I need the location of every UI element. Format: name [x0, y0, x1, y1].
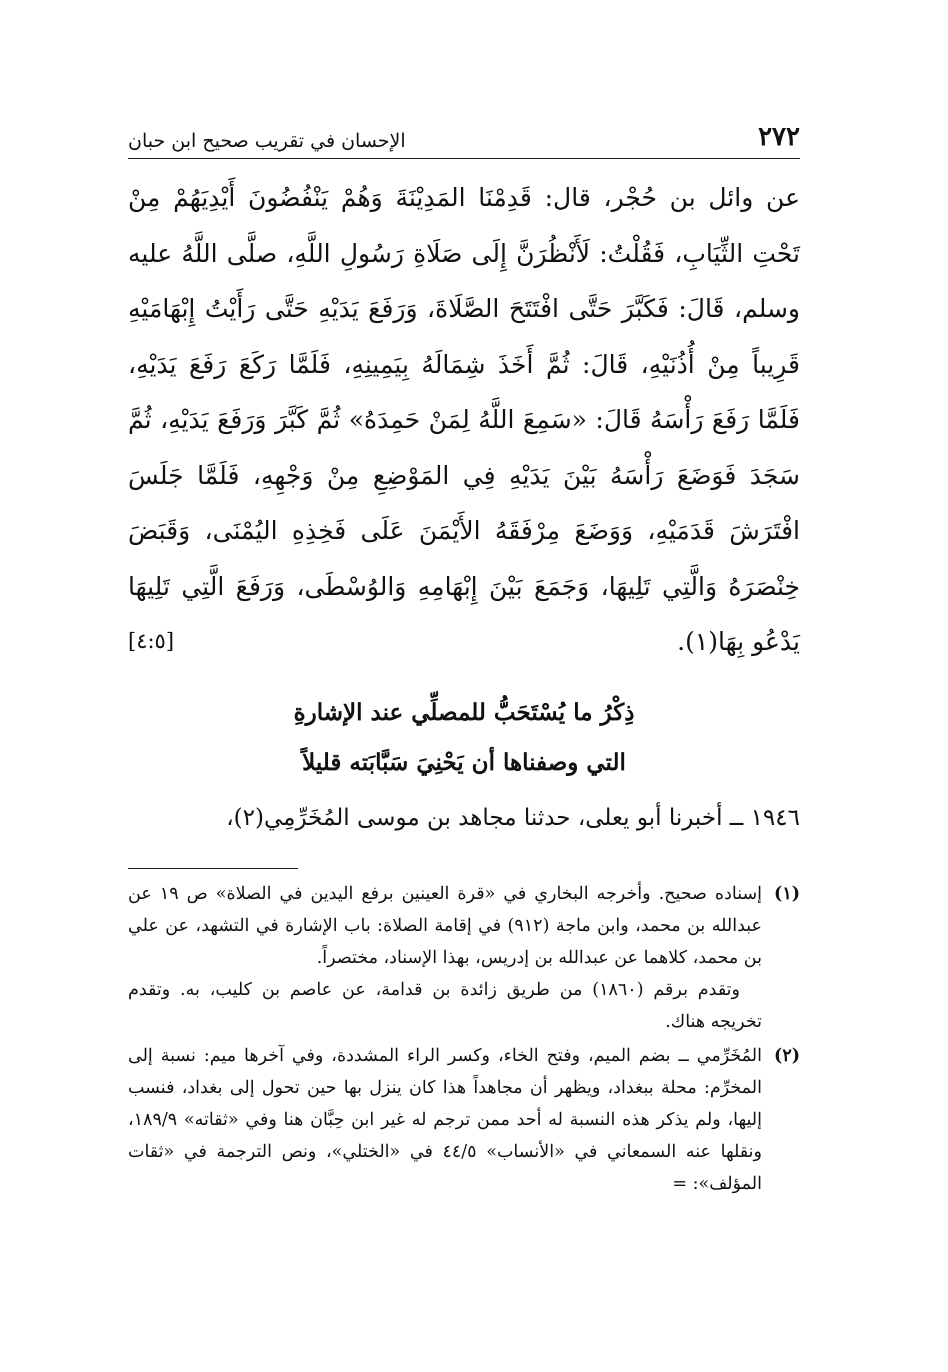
footnotes: [128, 878, 800, 1202]
footnote-paragraph: إسناده صحيح. وأخرجه البخاري في «قرة العينين برفع اليدين في الصلاة» ص ١٩ عن عبدالله بن محمد، وابن ماجة (٩١٢) في إقامة الصلاة: باب الإشارة في التشهد، عن علي بن محمد، كلاهما عن عبدالله بن إدريس، بهذا الإسناد، مختصراً.: [128, 884, 763, 968]
footnote-2: [128, 1040, 800, 1200]
footnote-body: [128, 878, 762, 1038]
book-title: الإحسان في تقريب صحيح ابن حبان: [128, 130, 406, 152]
footnote-number: (١): [774, 884, 800, 904]
footnote-number: (٢): [774, 1046, 800, 1066]
running-header: [128, 108, 800, 159]
footnote-paragraph: وتقدم برقم (١٨٦٠) من طريق زائدة بن قدامة، عن عاصم بن كليب، به. وتقدم تخريجه هناك.: [128, 980, 762, 1032]
footnote-1: [128, 878, 800, 1038]
section-heading: [128, 688, 800, 788]
footnote-body: [128, 1040, 762, 1200]
hadith-reference: [٤:٥]: [128, 629, 175, 653]
section-heading-line-1: ذِكْرُ ما يُسْتَحَبُّ للمصلِّي عند الإشارةِ: [293, 699, 635, 726]
footnote-paragraph: المُخَرِّمي ــ بضم الميم، وفتح الخاء، وكسر الراء المشددة، وفي آخرها ميم: نسبة إلى المخرِّم: محلة ببغداد، ويظهر أن مجاهداً هذا كان ينزل بها حين تحول إلى بغداد، فنسب إليها، ولم يذكر هذه النسبة له أحد ممن ترجم له غير ابن حِبَّان هنا وفي «ثقاته» ١٨٩/٩، ونقلها عنه السمعاني في «الأنساب» ٤٤/٥ في «الختلي»، ونص الترجمة في «ثقات المؤلف»: =: [128, 1046, 762, 1194]
book-page: [128, 108, 800, 1338]
hadith-intro: ١٩٤٦ ــ أخبرنا أبو يعلى، حدثنا مجاهد بن موسى المُخَرِّمِي(٢)،: [226, 805, 800, 831]
section-heading-line-2: التي وصفناها أن يَحْنِيَ سَبَّابَته قليلاً: [302, 749, 626, 776]
page-number: ٢٧٢: [758, 122, 800, 152]
footnote-divider: [128, 868, 298, 869]
hadith-body: [128, 170, 800, 670]
hadith-text: عن وائل بن حُجْر، قال: قَدِمْنَا المَدِيْنَةَ وَهُمْ يَنْفُضُونَ أَيْدِيَهُمْ مِنْ تَحْتِ الثِّيَابِ، فَقُلْتُ: لَأَنْظُرَنَّ إِلَى صَلَاةِ رَسُولِ اللَّهِ، صلَّى اللَّهُ عليه وسلم، قَالَ: فَكَبَّرَ حَتَّى افْتَتَحَ الصَّلَاةَ، وَرَفَعَ يَدَيْهِ حَتَّى رَأَيْتُ إِبْهَامَيْهِ قَرِيباً مِنْ أُذُنَيْهِ، قَالَ: ثُمَّ أَخَذَ شِمَالَهُ بِيَمِينِهِ، فَلَمَّا رَكَعَ رَفَعَ يَدَيْهِ، فَلَمَّا رَفَعَ رَأْسَهُ قَالَ: «سَمِعَ اللَّهُ لِمَنْ حَمِدَهُ» ثُمَّ كَبَّرَ وَرَفَعَ يَدَيْهِ، ثُمَّ سَجَدَ فَوَضَعَ رَأْسَهُ بَيْنَ يَدَيْهِ فِي المَوْضِعِ مِنْ وَجْهِهِ، فَلَمَّا جَلَسَ افْتَرَشَ قَدَمَيْهِ، وَوَضَعَ مِرْفَقَهُ الأَيْمَنَ عَلَى فَخِذِهِ اليُمْنَى، وَقَبَضَ خِنْصَرَهُ وَالَّتِي تَلِيهَا، وَجَمَعَ بَيْنَ إِبْهَامِهِ وَالوُسْطَى، وَرَفَعَ الَّتِي تَلِيهَا يَدْعُو بِهَا(١).: [128, 183, 800, 656]
